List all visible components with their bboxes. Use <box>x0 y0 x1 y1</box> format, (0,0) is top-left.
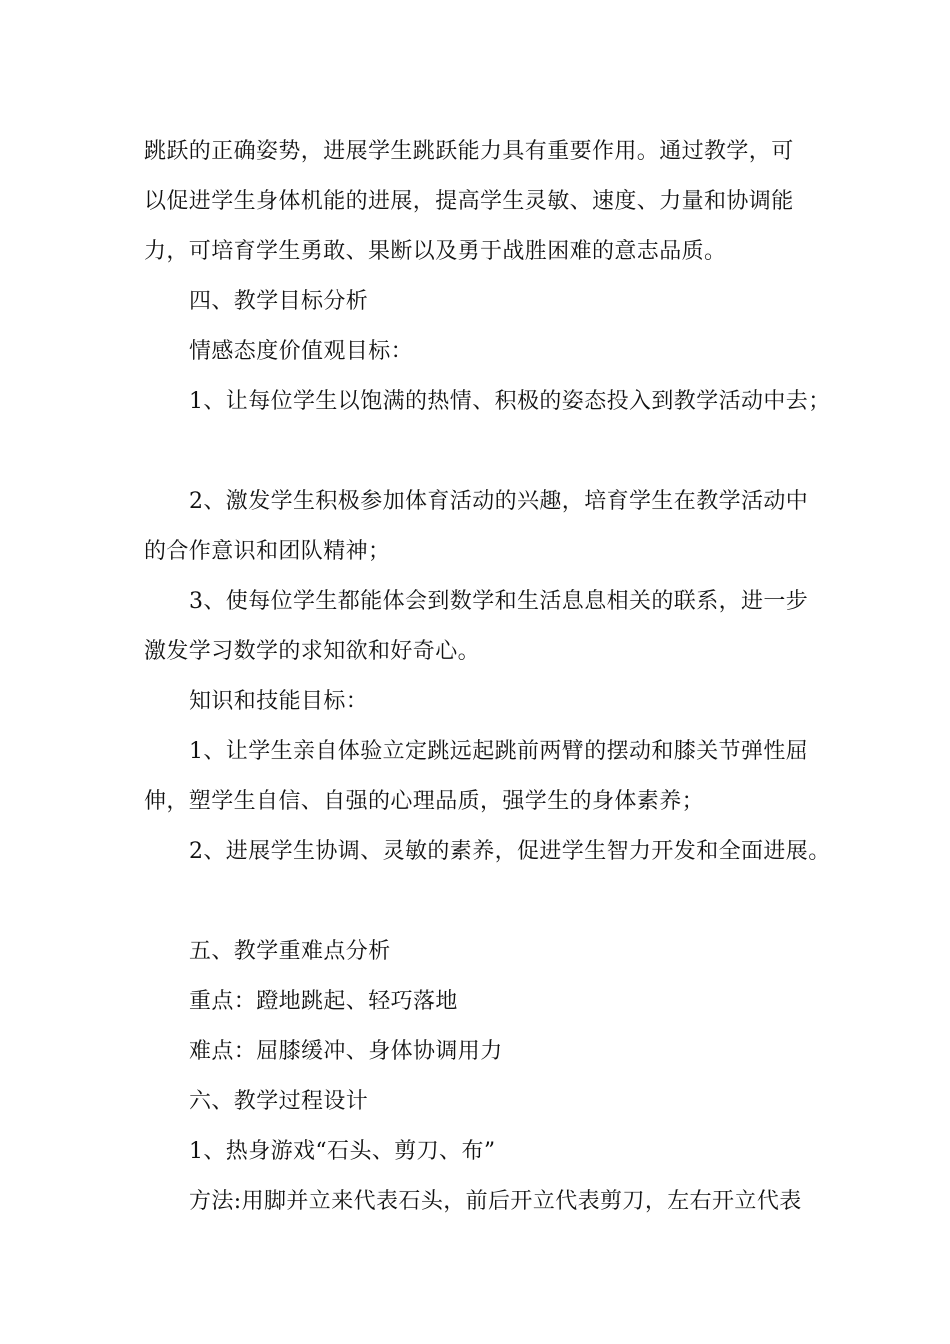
section-heading: 六、教学过程设计 <box>189 1089 369 1114</box>
subsection-heading: 知识和技能目标： <box>189 689 369 714</box>
section-heading: 五、教学重难点分析 <box>189 939 391 964</box>
difficulty-line: 难点：屈膝缓冲、身体协调用力 <box>189 1039 503 1064</box>
list-item-continuation: 激发学习数学的求知欲和好奇心。 <box>144 639 481 664</box>
subsection-heading: 情感态度价值观目标： <box>189 339 414 364</box>
paragraph-line: 跳跃的正确姿势，进展学生跳跃能力具有重要作用。通过教学，可 <box>144 139 794 164</box>
list-item: 3、使每位学生都能体会到数学和生活息息相关的联系，进一步 <box>189 589 809 614</box>
method-line: 方法:用脚并立来代表石头，前后开立代表剪刀，左右开立代表 <box>189 1189 802 1214</box>
paragraph-line: 以促进学生身体机能的进展，提高学生灵敏、速度、力量和协调能 <box>144 189 794 214</box>
section-heading: 四、教学目标分析 <box>189 289 369 314</box>
list-item: 1、让学生亲自体验立定跳远起跳前两臂的摆动和膝关节弹性屈 <box>189 739 809 764</box>
list-item-continuation: 的合作意识和团队精神； <box>144 539 391 564</box>
paragraph-line: 力，可培育学生勇敢、果断以及勇于战胜困难的意志品质。 <box>144 239 727 264</box>
list-item: 2、激发学生积极参加体育活动的兴趣，培育学生在教学活动中 <box>189 489 809 514</box>
list-item-continuation: 伸，塑学生自信、自强的心理品质，强学生的身体素养； <box>144 789 705 814</box>
list-item: 2、进展学生协调、灵敏的素养，促进学生智力开发和全面进展。 <box>189 839 831 864</box>
list-item: 1、让每位学生以饱满的热情、积极的姿态投入到教学活动中去； <box>189 389 831 414</box>
key-point-line: 重点：蹬地跳起、轻巧落地 <box>189 989 458 1014</box>
list-item: 1、热身游戏“石头、剪刀、布” <box>189 1139 496 1164</box>
